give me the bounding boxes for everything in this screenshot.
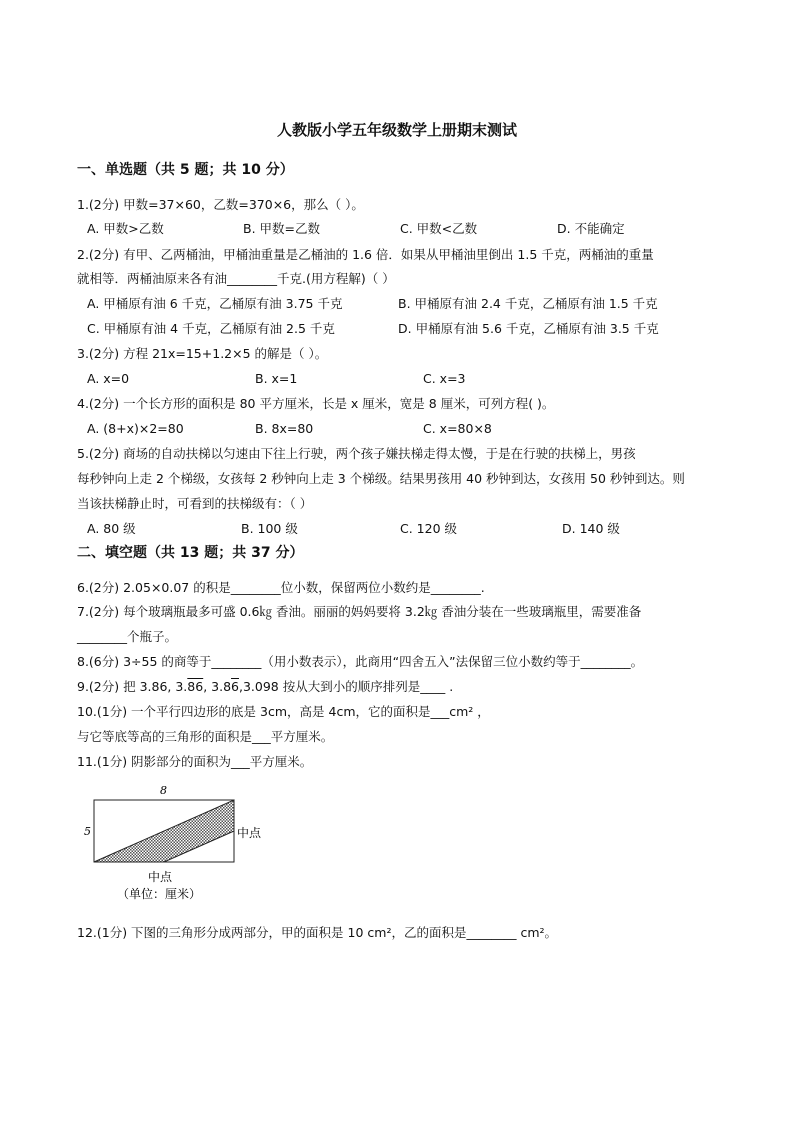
repeating-digits-a: 86 xyxy=(187,679,204,694)
question-2-stem-line-1: 2.(2分) 有甲、乙两桶油，甲桶油重量是乙桶油的 1.6 倍．如果从甲桶油里倒出 1.5 千克，两桶油的重量 xyxy=(77,247,654,262)
right-midpoint-label: 中点 xyxy=(237,826,262,840)
question-5-option-b: B. 100 级 xyxy=(241,521,298,536)
question-10-stem-line-2: 与它等底等高的三角形的面积是___平方厘米。 xyxy=(77,729,334,744)
page-title: 人教版小学五年级数学上册期末测试 xyxy=(276,121,517,139)
question-2-option-d: D. 甲桶原有油 5.6 千克，乙桶原有油 3.5 千克 xyxy=(398,321,659,336)
question-4-stem: 4.(2分) 一个长方形的面积是 80 平方厘米，长是 x 厘米，宽是 8 厘米，可列方程( )。 xyxy=(77,396,555,411)
question-1-stem: 1.(2分) 甲数=37×60，乙数=370×6，那么（ ）。 xyxy=(77,197,364,212)
bottom-midpoint-label: 中点 xyxy=(148,870,173,884)
question-2-option-c: C. 甲桶原有油 4 千克，乙桶原有油 2.5 千克 xyxy=(87,321,335,336)
question-9-mid: , 3.8 xyxy=(203,679,232,694)
question-1-option-c: C. 甲数<乙数 xyxy=(400,221,478,236)
question-4-option-a: A. (8+x)×2=80 xyxy=(87,421,184,436)
question-10-stem-line-1: 10.(1分) 一个平行四边形的底是 3cm，高是 4cm，它的面积是___cm² ， xyxy=(77,704,490,719)
question-12-stem: 12.(1分) 下图的三角形分成两部分，甲的面积是 10 cm²，乙的面积是________ cm²。 xyxy=(77,925,558,940)
question-2-stem-line-2: 就相等．两桶油原来各有油________千克.(用方程解)（ ） xyxy=(77,271,395,286)
question-7-stem-line-1: 7.(2分) 每个玻璃瓶最多可盛 0.6㎏ 香油。丽丽的妈妈要将 3.2㎏ 香油分装在一些玻璃瓶里，需要准备 xyxy=(77,604,642,619)
question-5-option-d: D. 140 级 xyxy=(562,521,620,536)
question-6-stem: 6.(2分) 2.05×0.07 的积是________位小数，保留两位小数约是________. xyxy=(77,580,485,595)
question-1-option-b: B. 甲数=乙数 xyxy=(243,221,320,236)
unit-label: （单位：厘米） xyxy=(117,887,202,901)
question-9-prefix: 9.(2分) 把 3.86, 3. xyxy=(77,679,188,694)
question-11-stem: 11.(1分) 阴影部分的面积为___平方厘米。 xyxy=(77,754,313,769)
question-3-option-a: A. x=0 xyxy=(87,371,130,386)
question-1-option-d: D. 不能确定 xyxy=(557,221,625,236)
question-3-stem: 3.(2分) 方程 21x=15+1.2×5 的解是（ ）。 xyxy=(77,346,328,361)
question-2-option-a: A. 甲桶原有油 6 千克，乙桶原有油 3.75 千克 xyxy=(87,296,343,311)
question-1-option-a: A. 甲数>乙数 xyxy=(87,221,164,236)
question-4-option-c: C. x=80×8 xyxy=(423,421,492,436)
question-3-option-c: C. x=3 xyxy=(423,371,466,386)
question-4-option-b: B. 8x=80 xyxy=(255,421,314,436)
shaded-area-figure xyxy=(82,780,282,910)
section-2-heading: 二、填空题（共 13 题；共 37 分） xyxy=(77,545,304,561)
question-9-stem xyxy=(77,679,453,695)
top-length-label: 8 xyxy=(160,784,167,797)
question-5-option-c: C. 120 级 xyxy=(400,521,458,536)
question-5-stem-line-3: 当该扶梯静止时，可看到的扶梯级有：（ ） xyxy=(77,496,313,511)
question-2-option-b: B. 甲桶原有油 2.4 千克，乙桶原有油 1.5 千克 xyxy=(398,296,658,311)
section-1-heading: 一、单选题（共 5 题；共 10 分） xyxy=(77,162,294,178)
question-5-stem-line-1: 5.(2分) 商场的自动扶梯以匀速由下往上行驶，两个孩子嫌扶梯走得太慢，于是在行驶的扶梯上，男孩 xyxy=(77,446,636,461)
question-5-option-a: A. 80 级 xyxy=(87,521,136,536)
repeating-digit-b: 6 xyxy=(231,679,239,694)
question-5-stem-line-2: 每秒钟向上走 2 个梯级，女孩每 2 秒钟向上走 3 个梯级。结果男孩用 40 秒钟到达，女孩用 50 秒钟到达。则 xyxy=(77,471,685,486)
question-8-stem: 8.(6分) 3÷55 的商等于________（用小数表示），此商用“四舍五入”法保留三位小数约等于________。 xyxy=(77,654,644,669)
question-7-stem-line-2: ________个瓶子。 xyxy=(77,629,178,644)
question-3-option-b: B. x=1 xyxy=(255,371,298,386)
left-width-label: 5 xyxy=(84,825,91,838)
question-9-suffix: ,3.098 按从大到小的顺序排列是____ . xyxy=(238,679,454,694)
